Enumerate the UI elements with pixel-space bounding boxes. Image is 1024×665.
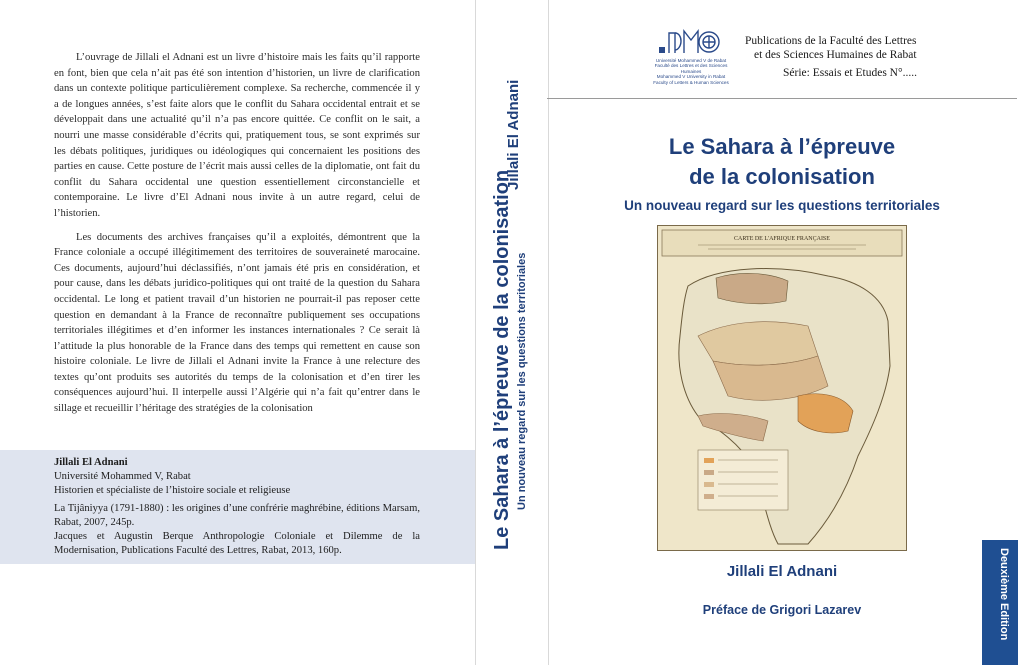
book-subtitle: Un nouveau regard sur les questions territoriales <box>624 198 940 213</box>
publisher-line-2: et des Sciences Humaines de Rabat <box>754 49 917 61</box>
author-bio-affiliation: Université Mohammed V, Rabat <box>54 471 191 482</box>
book-spine <box>475 0 549 665</box>
book-title-line-1: Le Sahara à l’épreuve <box>668 134 896 159</box>
front-author: Jillali El Adnani <box>726 563 838 580</box>
book-title-line-2: de la colonisation <box>689 164 875 189</box>
author-bio-box <box>0 450 475 564</box>
back-paragraph-1: L’ouvrage de Jillali el Adnani est un livre d’histoire mais les faits qu’il rapporte en font, bien que cela n’ait pas été son intention d’historien, un livre de clarification dans un contexte politique particulièrement complexe. Sa recherche, commencée il y a de longues années, s’est faite alors que le conflit du Sahara occidental entrait et se développait dans une actualité qu’il n’a pas encore quittée. Ce conflit on le sait, a nourri une masse considérable d’écrits qui, pratiquement tous, se sont exprimés sur les débats politiques, juridiques ou idéologiques qui concernaient les positions des parties en cause. Cette posture de l’écrit mais aussi celles de la diplomatie, ont fait du conflit du Sahara occidental une question essentiellement circonstancielle et contemporaine. Le livre d’El Adnani nous invite à un autre regard, celui de l’historien. <box>54 52 420 219</box>
back-cover <box>0 0 475 665</box>
header-divider <box>547 98 1017 99</box>
publisher-block <box>745 34 1015 80</box>
university-caption <box>651 58 731 85</box>
university-caption-line: Mohammed V University in Rabat <box>656 74 726 80</box>
university-caption-line: Faculté des Lettres et des Sciences Humaines <box>654 63 728 74</box>
back-paragraph-2: Les documents des archives françaises qu’il a exploités, démontrent que la France coloniale a occupé illégitimement des territoires de souveraineté marocaine. Ces documents, aujourd’hui déclassifiés, n’ont jamais été pris en considération, et pour cause, dans les débats juridico-politiques qui ont traité de la question du Sahara occidental. Le long et patient travail d’un historien ne pourrait-il pas reposer cette question en demandant à la France de reconnaître publiquement ses occupations territoriales illégitimes et d’en informer les instances internationales ? Ce serait là l’attitude la plus honorable de la France dans des temps qui remettent en cause son histoire coloniale. Le livre de Jillali el Adnani invite la France à une relecture des textes qu’ont produits ses autorités du temps de la colonisation et d’en tirer les conséquences aujourd’hui. Il interpelle aussi l’Algérie qui n’a fait qu’entrer dans le sillage et recueillir l’héritage des stratégies de la colonisation <box>54 231 420 415</box>
spine-subtitle: Un nouveau regard sur les questions territoriales <box>516 252 528 510</box>
edition-label: Deuxième Edition <box>998 548 1010 641</box>
author-bio-work-2: Jacques et Augustin Berque Anthropologie Coloniale et Dilemme de la Modernisation, Publications Faculté des Lettres, Rabat, 2013, 160p. <box>54 531 420 556</box>
university-emblem-icon <box>651 28 731 56</box>
front-cover <box>547 0 1024 665</box>
map-title: CARTE DE L'AFRIQUE FRANÇAISE <box>734 236 830 242</box>
book-title <box>547 132 1017 192</box>
spine-author: Jillali El Adnani <box>505 79 522 190</box>
publisher-line-1: Publications de la Faculté des Lettres <box>745 35 917 47</box>
cover-map-image <box>657 225 907 551</box>
spine-title: Le Sahara à l’épreuve de la colonisation <box>491 169 513 550</box>
edition-tab <box>982 540 1018 665</box>
series-label: Série: Essais et Etudes N°..... <box>783 67 917 79</box>
author-bio-role: Historien et spécialiste de l’histoire sociale et religieuse <box>54 485 291 496</box>
university-caption-line: Université Mohammed V de Rabat <box>655 58 727 63</box>
back-cover-text <box>54 50 420 425</box>
university-logo <box>651 28 731 85</box>
africa-map-icon <box>658 226 906 550</box>
preface-credit: Préface de Grigori Lazarev <box>702 603 862 617</box>
author-bio-work-1: La Tijâniyya (1791-1880) : les origines d’une confrérie maghrébine, éditions Marsam, Rabat, 2007, 245p. <box>54 503 420 528</box>
author-bio-name: Jillali El Adnani <box>54 457 128 468</box>
university-caption-line: Faculty of Letters & Human Sciences <box>653 79 729 85</box>
